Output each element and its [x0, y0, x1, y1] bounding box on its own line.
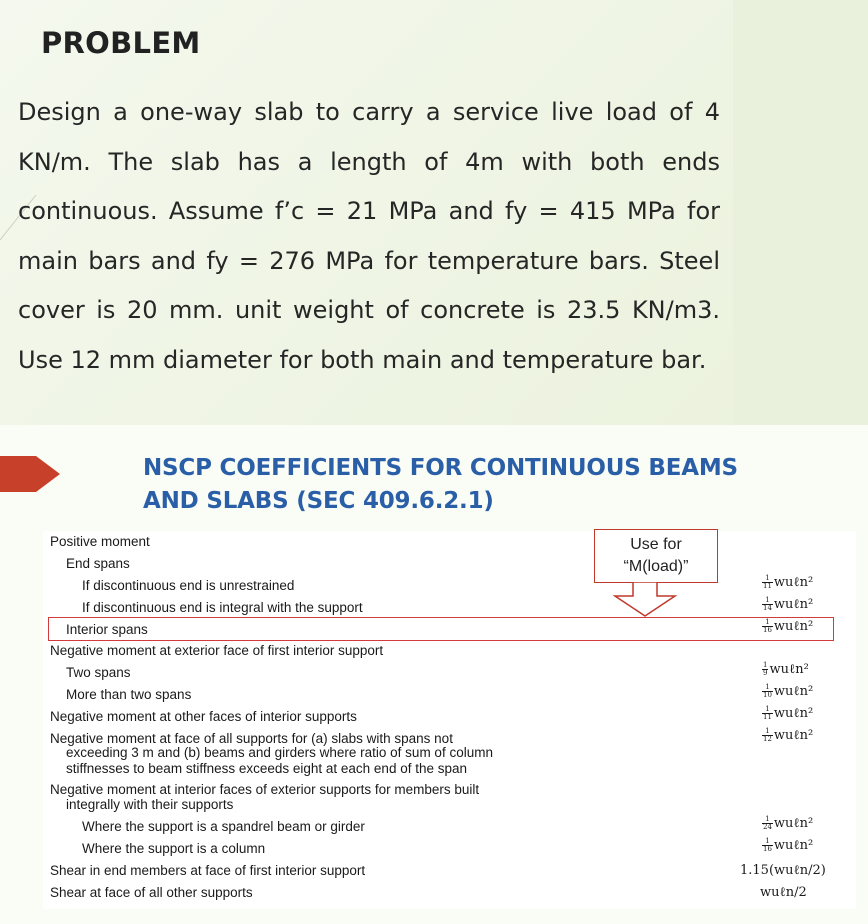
table-row-label: Shear in end members at face of first interior support — [50, 863, 366, 878]
coefficient: $\frac{1}{16}$ wuℓn² — [763, 618, 814, 634]
callout-line1: Use for — [630, 536, 682, 553]
table-row-label: Where the support is a column — [82, 841, 266, 856]
table-row-label: Interior spans — [66, 622, 148, 637]
arrow-bullet-icon — [0, 452, 60, 496]
coefficient: $\frac{1}{9}$ wuℓn² — [763, 661, 809, 677]
coefficient: $\frac{1}{11}$ wuℓn² — [763, 705, 814, 721]
callout-box — [594, 529, 718, 583]
problem-statement: Design a one-way slab to carry a service live load of 4 KN/m. The slab has a length of 4m with both ends continuous. Assume f’c = 21 MPa and fy = 415 MPa for main bars and fy = 276 MPa for temperature bars. Steel cover is 20 mm. unit weight of concrete is 23.5 KN/m3. Use 12 mm diameter for both main and temperature bar. — [18, 98, 720, 374]
table-row-label: Negative moment at exterior face of first interior support — [50, 643, 384, 658]
problem-title: PROBLEM — [41, 26, 201, 60]
table-row-label: More than two spans — [66, 687, 192, 702]
table-row-label: Where the support is a spandrel beam or girder — [82, 819, 365, 834]
table-row-label: stiffnesses to beam stiffness exceeds eight at each end of the span — [66, 761, 468, 776]
nscp-heading — [143, 452, 738, 518]
table-row-label: Two spans — [66, 665, 131, 680]
down-arrow-icon — [613, 582, 683, 618]
table-row-label: integrally with their supports — [66, 797, 234, 812]
nscp-heading-line1: NSCP COEFFICIENTS FOR CONTINUOUS BEAMS — [143, 455, 738, 481]
table-row-label: Negative moment at interior faces of exterior supports for members built — [50, 782, 480, 797]
table-row-label: Negative moment at face of all supports for (a) slabs with spans not — [50, 731, 453, 746]
table-row-label: Shear at face of all other supports — [50, 885, 253, 900]
coefficient: $\frac{1}{12}$ wuℓn² — [763, 727, 814, 743]
coefficient: $\frac{1}{24}$ wuℓn² — [763, 815, 814, 831]
table-row-label: exceeding 3 m and (b) beams and girders where ratio of sum of column — [66, 745, 493, 760]
callout-line2: “M(load)” — [623, 558, 689, 575]
table-row-label: Negative moment at other faces of interior supports — [50, 709, 357, 724]
nscp-heading-line2: AND SLABS (SEC 409.6.2.1) — [143, 488, 494, 514]
shear-coefficient: wuℓn/2 — [760, 885, 807, 900]
coefficient: $\frac{1}{10}$ wuℓn² — [763, 683, 814, 699]
shear-coefficient: 1.15(wuℓn/2) — [740, 863, 826, 878]
table-row-label: End spans — [66, 556, 130, 571]
coefficient: $\frac{1}{16}$ wuℓn² — [763, 837, 814, 853]
coefficient: $\frac{1}{11}$ wuℓn² — [763, 574, 814, 590]
table-row-label: If discontinuous end is unrestrained — [82, 578, 295, 593]
coefficient: $\frac{1}{14}$ wuℓn² — [763, 596, 814, 612]
table-row-label: If discontinuous end is integral with the support — [82, 600, 363, 615]
table-row-label: Positive moment — [50, 534, 150, 549]
interior-spans-highlight — [48, 617, 834, 641]
